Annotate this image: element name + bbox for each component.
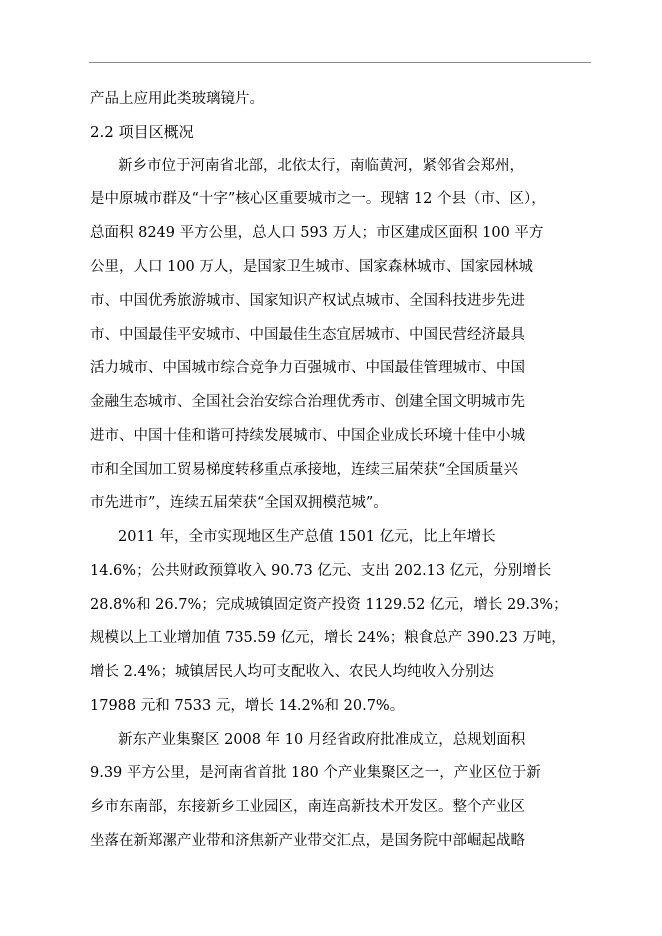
text-line: 市和全国加工贸易梯度转移重点承接地，连续三届荣获“全国质量兴 [90, 462, 518, 478]
section-heading: 2.2 项目区概况 [90, 123, 194, 141]
text-line: 14.6%；公共财政预算收入 90.73 亿元、支出 202.13 亿元，分别增长 [90, 563, 552, 579]
text-line: 总面积 8249 平方公里，总人口 593 万人；市区建成区面积 100 平方 [90, 225, 544, 241]
text-line: 进市、中国十佳和谐可持续发展城市、中国企业成长环境十佳中小城 [90, 428, 525, 444]
text-line: 乡市东南部，东接新乡工业园区，南连高新技术开发区。整个产业区 [90, 799, 525, 815]
page-header-rule [89, 62, 591, 63]
text-line: 增长 2.4%；城镇居民人均可支配收入、农民人均纯收入分别达 [90, 664, 494, 680]
text-line: 新东产业集聚区 2008 年 10 月经省政府批准成立，总规划面积 [118, 732, 526, 748]
text-line-continuation: 产品上应用此类玻璃镜片。 [90, 91, 264, 107]
text-line: 9.39 平方公里，是河南省首批 180 个产业集聚区之一，产业区位于新 [90, 765, 541, 781]
text-line: 2011 年，全市实现地区生产总值 1501 亿元，比上年增长 [118, 529, 496, 545]
text-line: 金融生态城市、全国社会治安综合治理优秀市、创建全国文明城市先 [90, 394, 525, 410]
text-line: 17988 元和 7533 元，增长 14.2%和 20.7%。 [90, 698, 405, 714]
text-line: 活力城市、中国城市综合竞争力百强城市、中国最佳管理城市、中国 [90, 360, 525, 376]
text-line: 规模以上工业增加值 735.59 亿元，增长 24%；粮食总产 390.23 万吨， [90, 630, 566, 646]
text-line: 坐落在新郑漯产业带和济焦新产业带交汇点，是国务院中部崛起战略 [90, 833, 525, 849]
text-line: 市先进市”，连续五届荣获“全国双拥模范城”。 [90, 495, 388, 511]
text-line: 新乡市位于河南省北部，北依太行，南临黄河，紧邻省会郑州， [118, 158, 524, 174]
text-line: 公里，人口 100 万人，是国家卫生城市、国家森林城市、国家园林城 [90, 259, 533, 275]
text-line: 是中原城市群及“十字”核心区重要城市之一。现辖 12 个县（市、区）， [90, 191, 546, 207]
text-line: 28.8%和 26.7%；完成城镇固定资产投资 1129.52 亿元，增长 29.3%； [90, 597, 568, 613]
text-line: 市、中国最佳平安城市、中国最佳生态宜居城市、中国民营经济最具 [90, 327, 525, 343]
text-line: 市、中国优秀旅游城市、国家知识产权试点城市、全国科技进步先进 [90, 293, 525, 309]
